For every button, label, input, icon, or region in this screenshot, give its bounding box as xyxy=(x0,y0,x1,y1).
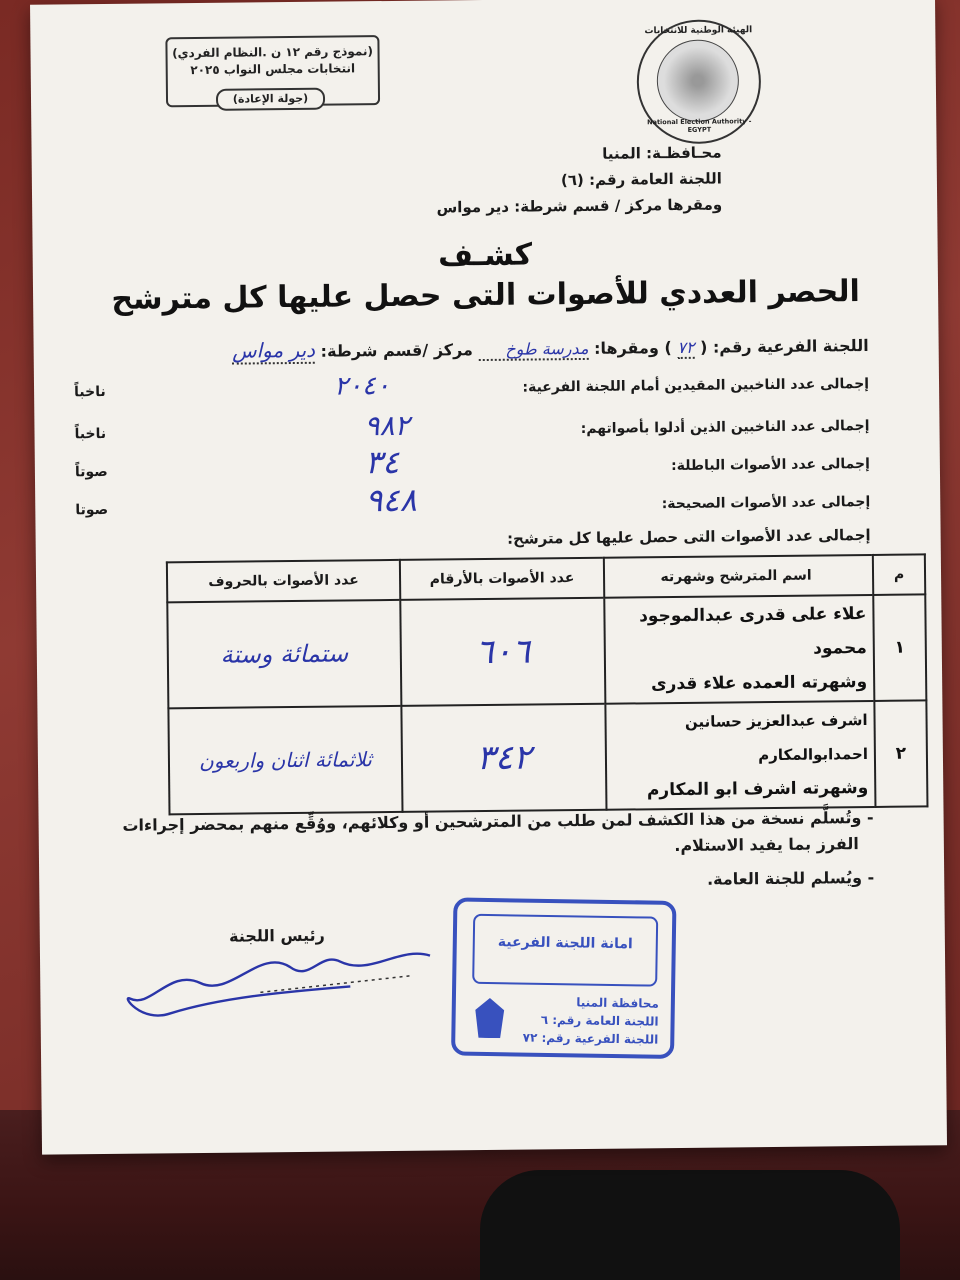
eagle-emblem-icon xyxy=(656,39,739,122)
votes-words-cell xyxy=(167,600,401,708)
votes-words: ستمائة وستة xyxy=(220,639,349,669)
voters-voted-label: إجمالى عدد الناخبين الذين أدلوا بأصواتهم: xyxy=(580,417,870,437)
table-caption: إجمالى عدد الأصوات التى حصل عليها كل مترشح: xyxy=(507,525,871,548)
stamp-general-committee: اللجنة العامة رقم: ٦ xyxy=(540,1012,659,1029)
stamp-governorate: محافظة المنيا xyxy=(576,995,659,1011)
valid-votes-value: ٩٤٨ xyxy=(365,480,417,520)
registered-voters-label: إجمالى عدد الناخبين المقيدين أمام اللجنة الفرعية: xyxy=(522,375,870,396)
invalid-votes-label: إجمالى عدد الأصوات الباطلة: xyxy=(670,455,870,475)
candidate-name: اشرف عبدالعزيز حسانين احمدابوالمكارم xyxy=(684,711,869,765)
row-number: ٢ xyxy=(874,700,927,807)
registered-voters-unit: ناخباً xyxy=(74,383,106,401)
votes-digits: ٦٠٦ xyxy=(475,631,531,673)
votes-words-cell xyxy=(168,706,402,814)
document-sheet xyxy=(30,0,947,1155)
header-votes-words: عدد الأصوات بالحروف xyxy=(167,560,400,602)
valid-votes-label: إجمالى عدد الأصوات الصحيحة: xyxy=(661,493,871,513)
header-candidate-name: اسم المترشح وشهرته xyxy=(604,555,873,598)
sub-committee-hq-value: مدرسة طوخ xyxy=(478,339,588,361)
sub-committee-label: اللجنة الفرعية رقم: ( xyxy=(699,335,869,357)
votes-digits-cell xyxy=(400,598,605,706)
results-table xyxy=(166,553,929,815)
invalid-votes-unit: صوتاً xyxy=(74,463,108,481)
committee-chair-label: رئيس اللجنة xyxy=(228,925,325,946)
candidate-alias: وشهرته اشرف ابو المكارم xyxy=(646,778,869,801)
shoe-shadow xyxy=(480,1170,900,1280)
header-number: م xyxy=(873,554,925,595)
stamp-eagle-icon xyxy=(471,998,508,1039)
table-row xyxy=(168,700,927,814)
note-copy-delivery-cont: الفرز بما يفيد الاستلام. xyxy=(674,834,859,856)
voters-voted-unit: ناخباً xyxy=(74,425,107,443)
note-copy-delivery: - وتُسلَّم نسخة من هذا الكشف لمن طلب من المترشحين أو وكلائهم، ووُقِّع منهم بمحضر إجراءات xyxy=(122,807,874,835)
document-title: كشـف xyxy=(438,237,533,274)
logo-ring-top-text: الهيئة الوطنية للانتخابات xyxy=(644,25,753,37)
committee-hq-line: ومقرها مركز / قسم شرطة: دير مواس xyxy=(436,195,723,217)
district-label: مركز /قسم شرطة: xyxy=(320,340,473,361)
candidate-name-cell xyxy=(605,701,875,810)
row-number: ١ xyxy=(873,594,926,701)
candidate-alias: وشهرته العمده علاء قدرى xyxy=(650,672,868,695)
form-number-line1: (نموذج رقم ١٢ ن .النظام الفردي) xyxy=(172,44,373,61)
invalid-votes-value: ٣٤ xyxy=(364,442,400,482)
stamp-title: امانة اللجنة الفرعية xyxy=(472,914,658,987)
votes-digits-cell xyxy=(401,704,606,812)
note-general-committee: - ويُسلم للجنة العامة. xyxy=(706,867,875,889)
round-label: (جولة الإعادة) xyxy=(216,88,325,111)
election-authority-logo xyxy=(636,19,761,144)
general-committee-line: اللجنة العامة رقم: (٦) xyxy=(560,169,722,190)
logo-ring-bottom-text: National Election Authority - EGYPT xyxy=(647,117,752,134)
form-number-line2: انتخابات مجلس النواب ٢٠٢٥ xyxy=(190,61,356,78)
document-subtitle: الحصر العددي للأصوات التى حصل عليها كل مترشح xyxy=(111,274,860,317)
votes-words: ثلاثمائة اثنان واربعون xyxy=(198,747,372,774)
district-value: دير مواس xyxy=(232,337,316,363)
valid-votes-unit: صوتا xyxy=(75,501,109,519)
table-row xyxy=(167,594,926,708)
governorate-line: محـافظـة: المنيا xyxy=(602,143,722,163)
official-stamp xyxy=(451,897,676,1058)
sub-committee-number: ٧٢ xyxy=(677,337,695,357)
registered-voters-value: ٢٠٤٠ xyxy=(333,370,391,402)
stamp-sub-committee: اللجنة الفرعية رقم: ٧٢ xyxy=(522,1030,659,1047)
candidate-name: علاء على قدرى عبدالموجود محمود xyxy=(639,604,867,659)
sub-committee-line xyxy=(232,332,869,365)
candidate-name-cell xyxy=(604,595,874,704)
chair-signature xyxy=(110,935,441,1038)
sub-committee-hq-label: ) ومقرها: xyxy=(593,338,672,358)
votes-digits: ٣٤٢ xyxy=(476,737,532,779)
header-votes-digits: عدد الأصوات بالأرقام xyxy=(400,558,604,600)
voters-voted-value: ٩٨٢ xyxy=(364,408,410,443)
